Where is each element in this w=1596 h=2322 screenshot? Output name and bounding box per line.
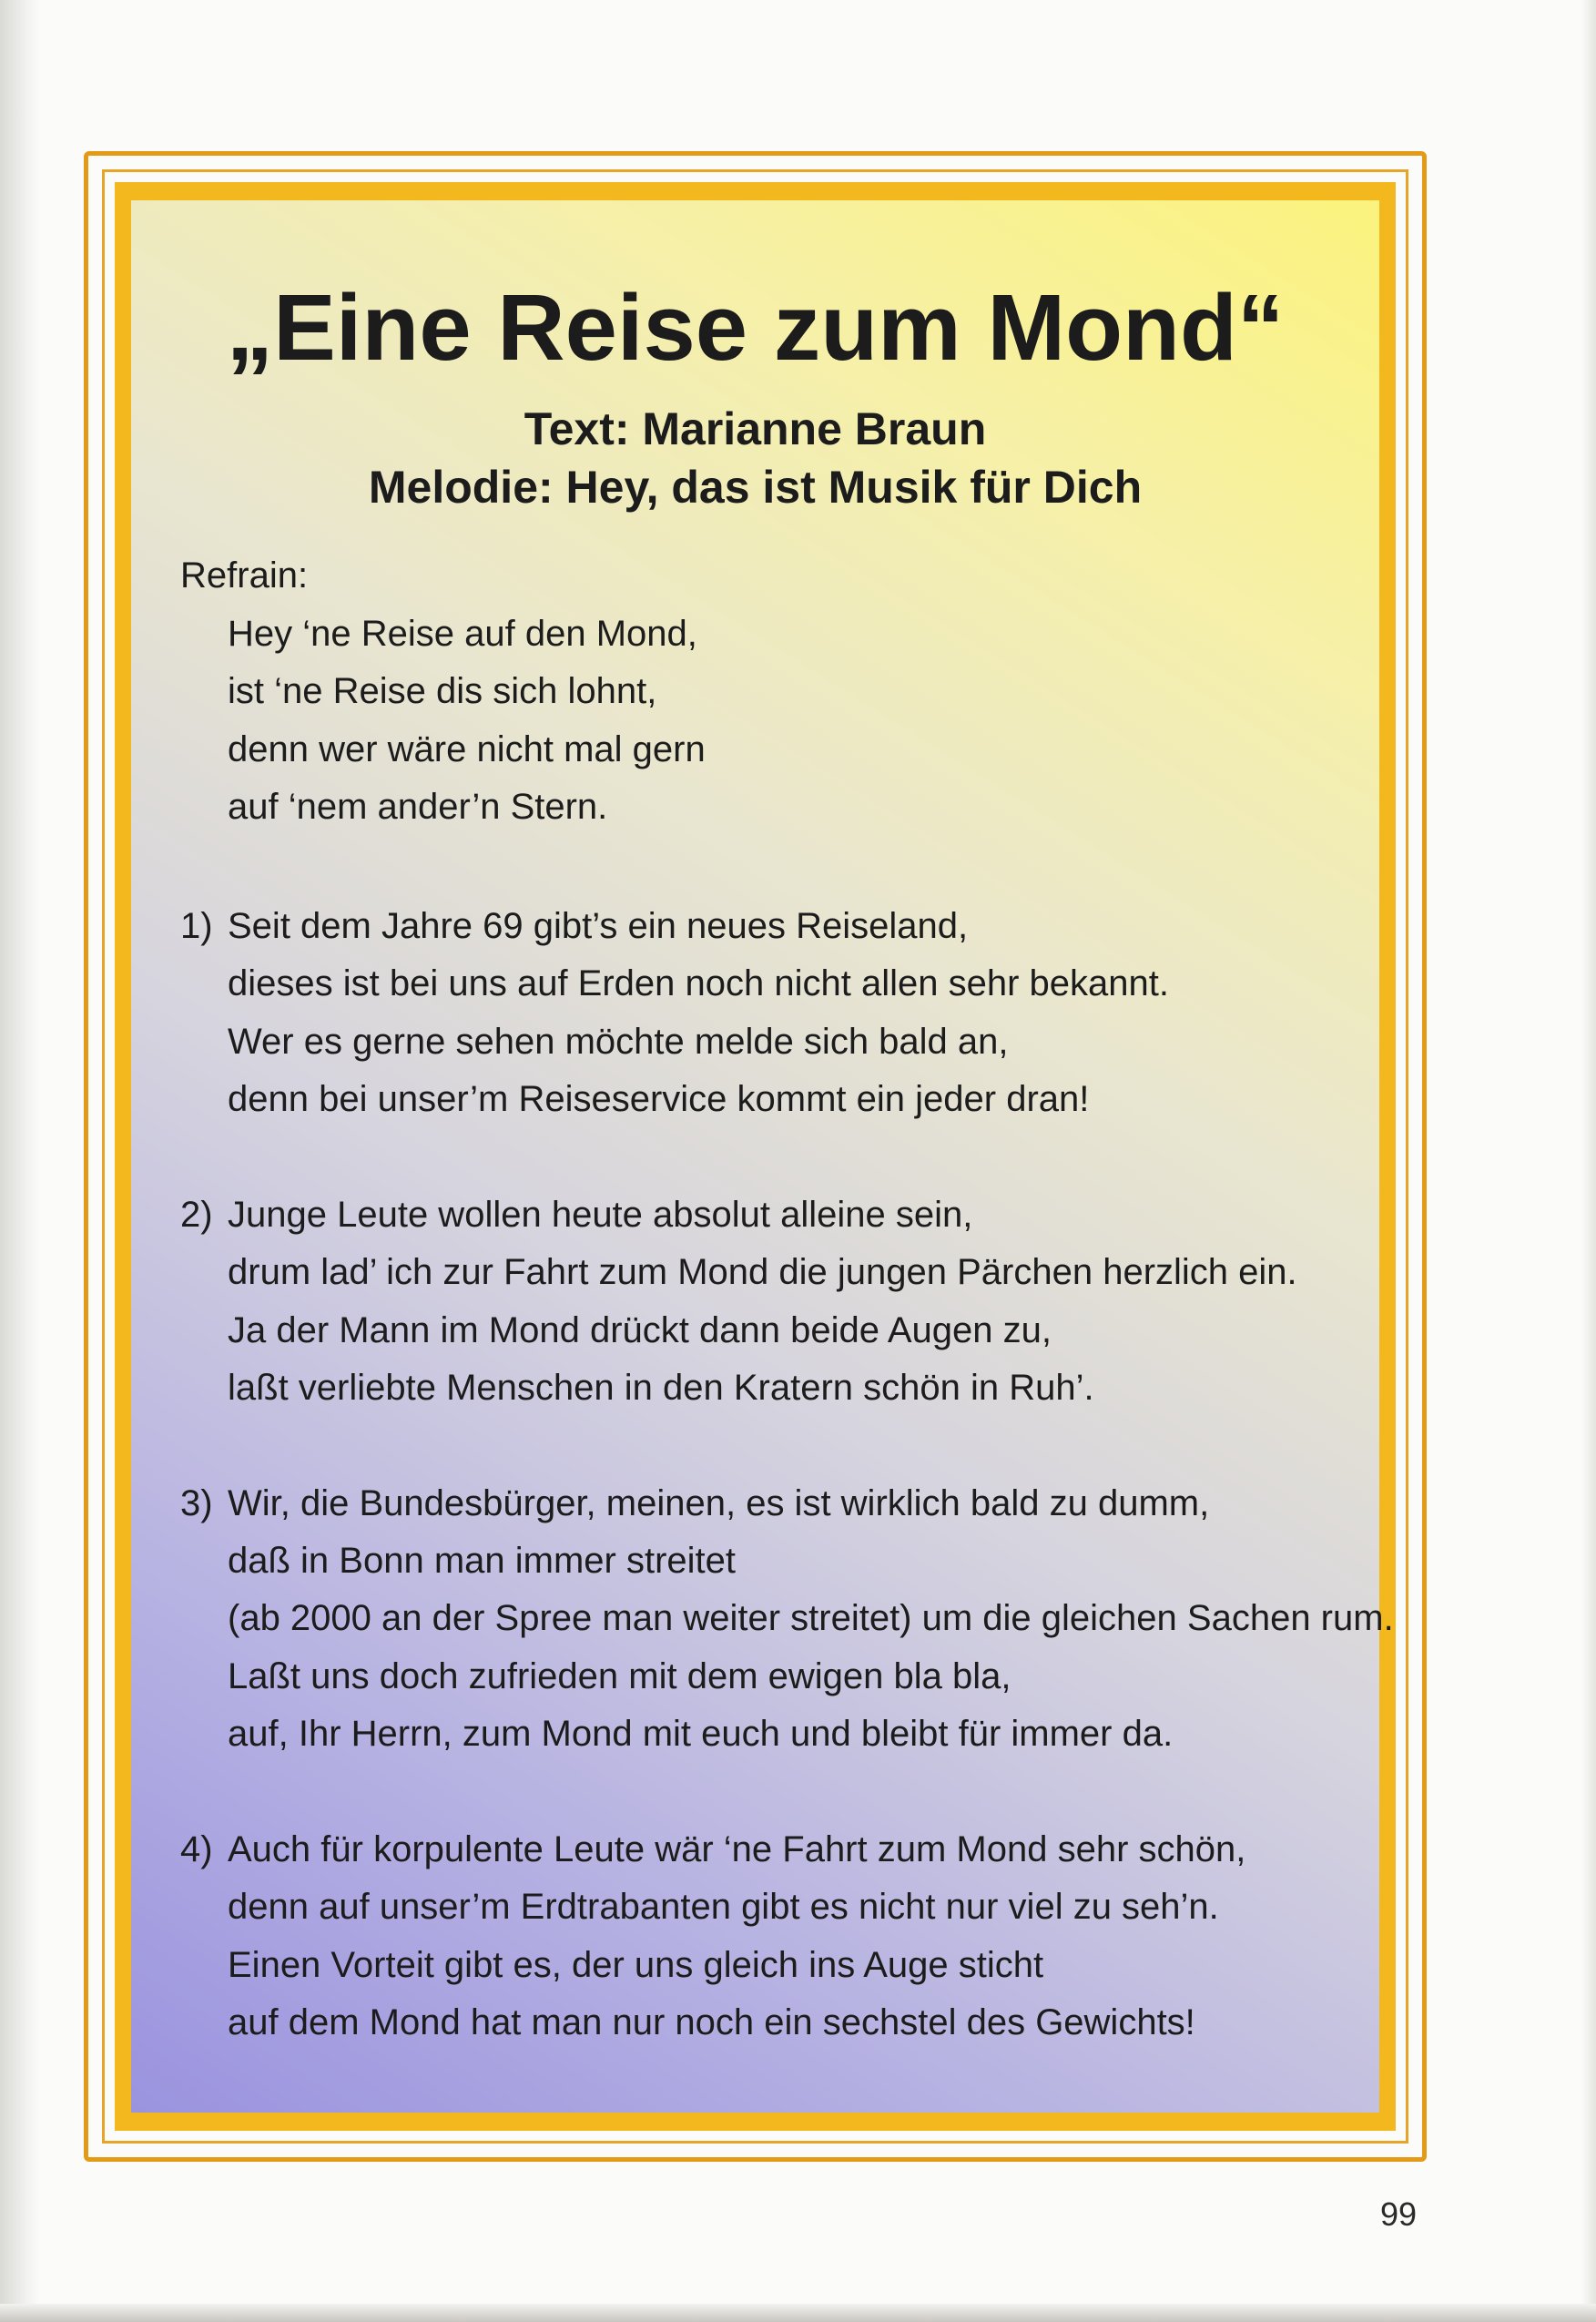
verse-line: denn bei unser’m Reiseservice kommt ein jeder dran! <box>228 1079 1090 1119</box>
verse-line: Auch für korpulente Leute wär ‘ne Fahrt zum Mond sehr schön, <box>228 1829 1246 1869</box>
text-credit: Text: Marianne Braun <box>524 403 987 454</box>
verse-number: 1) <box>180 906 213 946</box>
page-number: 99 <box>1380 2195 1418 2233</box>
verse-line: auf, Ihr Herrn, zum Mond mit euch und bleibt für immer da. <box>228 1714 1174 1754</box>
refrain-line: ist ‘ne Reise dis sich lohnt, <box>228 671 657 711</box>
verse-line: Einen Vorteit gibt es, der uns gleich ins Auge sticht <box>228 1945 1044 1985</box>
verse-number: 4) <box>180 1829 213 1869</box>
verse-number: 3) <box>180 1483 213 1523</box>
song-title: „Eine Reise zum Mond“ <box>226 275 1285 380</box>
verse-line: auf dem Mond hat man nur noch ein sechstel des Gewichts! <box>228 2002 1195 2042</box>
refrain-line: denn wer wäre nicht mal gern <box>228 729 706 769</box>
verse-line: Junge Leute wollen heute absolut alleine sein, <box>228 1195 973 1235</box>
verse-line: daß in Bonn man immer streitet <box>228 1541 736 1581</box>
melody-credit: Melodie: Hey, das ist Musik für Dich <box>368 462 1143 513</box>
verse-line: drum lad’ ich zur Fahrt zum Mond die jungen Pärchen herzlich ein. <box>228 1252 1297 1292</box>
verse-line: Seit dem Jahre 69 gibt’s ein neues Reiseland, <box>228 906 969 946</box>
refrain-label: Refrain: <box>180 555 309 596</box>
refrain-line: Hey ‘ne Reise auf den Mond, <box>228 614 697 654</box>
verse-line: Ja der Mann im Mond drückt dann beide Augen zu, <box>228 1310 1052 1350</box>
page-edge <box>1581 0 1596 2322</box>
verse-line: (ab 2000 an der Spree man weiter streitet) um die gleichen Sachen rum. <box>228 1598 1394 1638</box>
verse-number: 2) <box>180 1195 213 1235</box>
verse-line: Wir, die Bundesbürger, meinen, es ist wirklich bald zu dumm, <box>228 1483 1210 1523</box>
verse-line: Laßt uns doch zufrieden mit dem ewigen bla bla, <box>228 1656 1011 1696</box>
verse-line: dieses ist bei uns auf Erden noch nicht allen sehr bekannt. <box>228 963 1169 1003</box>
page-gutter-shadow <box>0 0 40 2322</box>
verse-line: laßt verliebte Menschen in den Kratern schön in Ruh’. <box>228 1368 1094 1408</box>
verse-line: denn auf unser’m Erdtrabanten gibt es nicht nur viel zu seh’n. <box>228 1887 1219 1927</box>
refrain-line: auf ‘nem ander’n Stern. <box>228 787 608 827</box>
page-bottom-edge <box>0 2304 1596 2322</box>
verse-line: Wer es gerne sehen möchte melde sich bald an, <box>228 1022 1009 1062</box>
